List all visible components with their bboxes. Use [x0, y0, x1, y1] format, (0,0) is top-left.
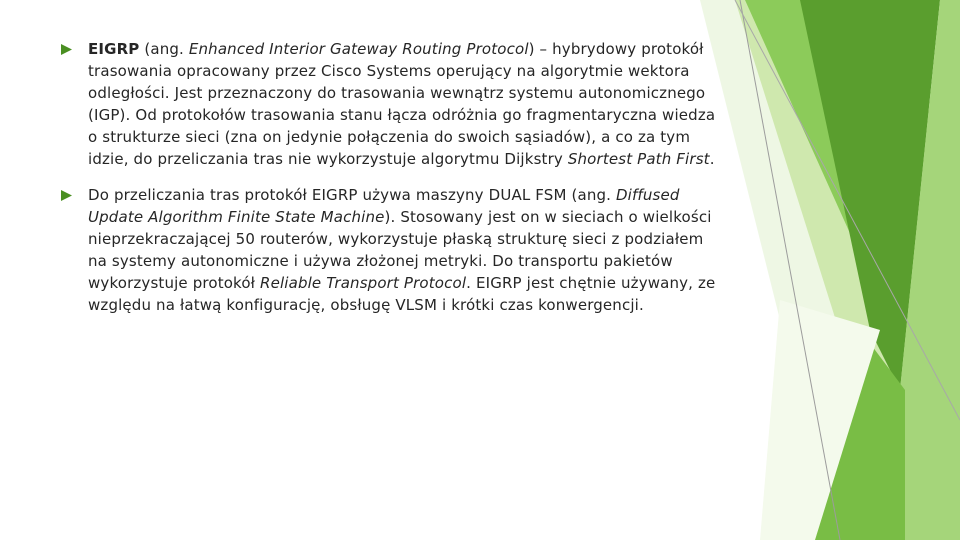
bullet-list	[60, 38, 720, 316]
text-segment: ). Stosowany jest on w sieciach o wielkości nieprzekraczającej 50 routerów, wykorzystuje płaską strukturę sieci z podziałem na systemy autonomiczne i używa złożonej metryki. Do transportu pakietów wykorzystuje protokół	[88, 208, 712, 292]
text-segment: .	[709, 150, 715, 168]
text-segment: Do przeliczania tras protokół EIGRP używa maszyny DUAL FSM (ang.	[88, 186, 616, 204]
bullet-eigrp-dual	[60, 184, 720, 316]
text-segment: (ang.	[139, 40, 189, 58]
italic-term: Shortest Path First	[567, 150, 710, 168]
term-eigrp: EIGRP	[88, 40, 140, 58]
green-triangle-bullet-icon	[60, 43, 73, 56]
italic-term: Reliable Transport Protocol	[260, 274, 467, 292]
italic-term: Enhanced Interior Gateway Routing Protocol	[188, 40, 529, 58]
green-triangle-bullet-icon	[60, 189, 73, 202]
text-segment: . EIGRP jest chętnie używany, ze względu na łatwą konfigurację, obsługę VLSM i krótki czas konwergencji.	[88, 274, 716, 314]
text-segment: ) – hybrydowy protokół trasowania opracowany przez Cisco Systems operujący na algorytmie wektora odległości. Jest przeznaczony do trasowania wewnątrz systemu autonomicznego (IGP). Od protokołów trasowania stanu łącza odróżnia go fragmentaryczna wiedza o strukturze sieci (zna on jedynie połączenia do swoich sąsiadów), a co za tym idzie, do przeliczania tras nie wykorzystuje algorytmu Dijkstry	[88, 40, 716, 168]
italic-term: Diffused Update Algorithm Finite State Machine	[88, 186, 680, 226]
bullet-eigrp-definition	[60, 38, 720, 170]
